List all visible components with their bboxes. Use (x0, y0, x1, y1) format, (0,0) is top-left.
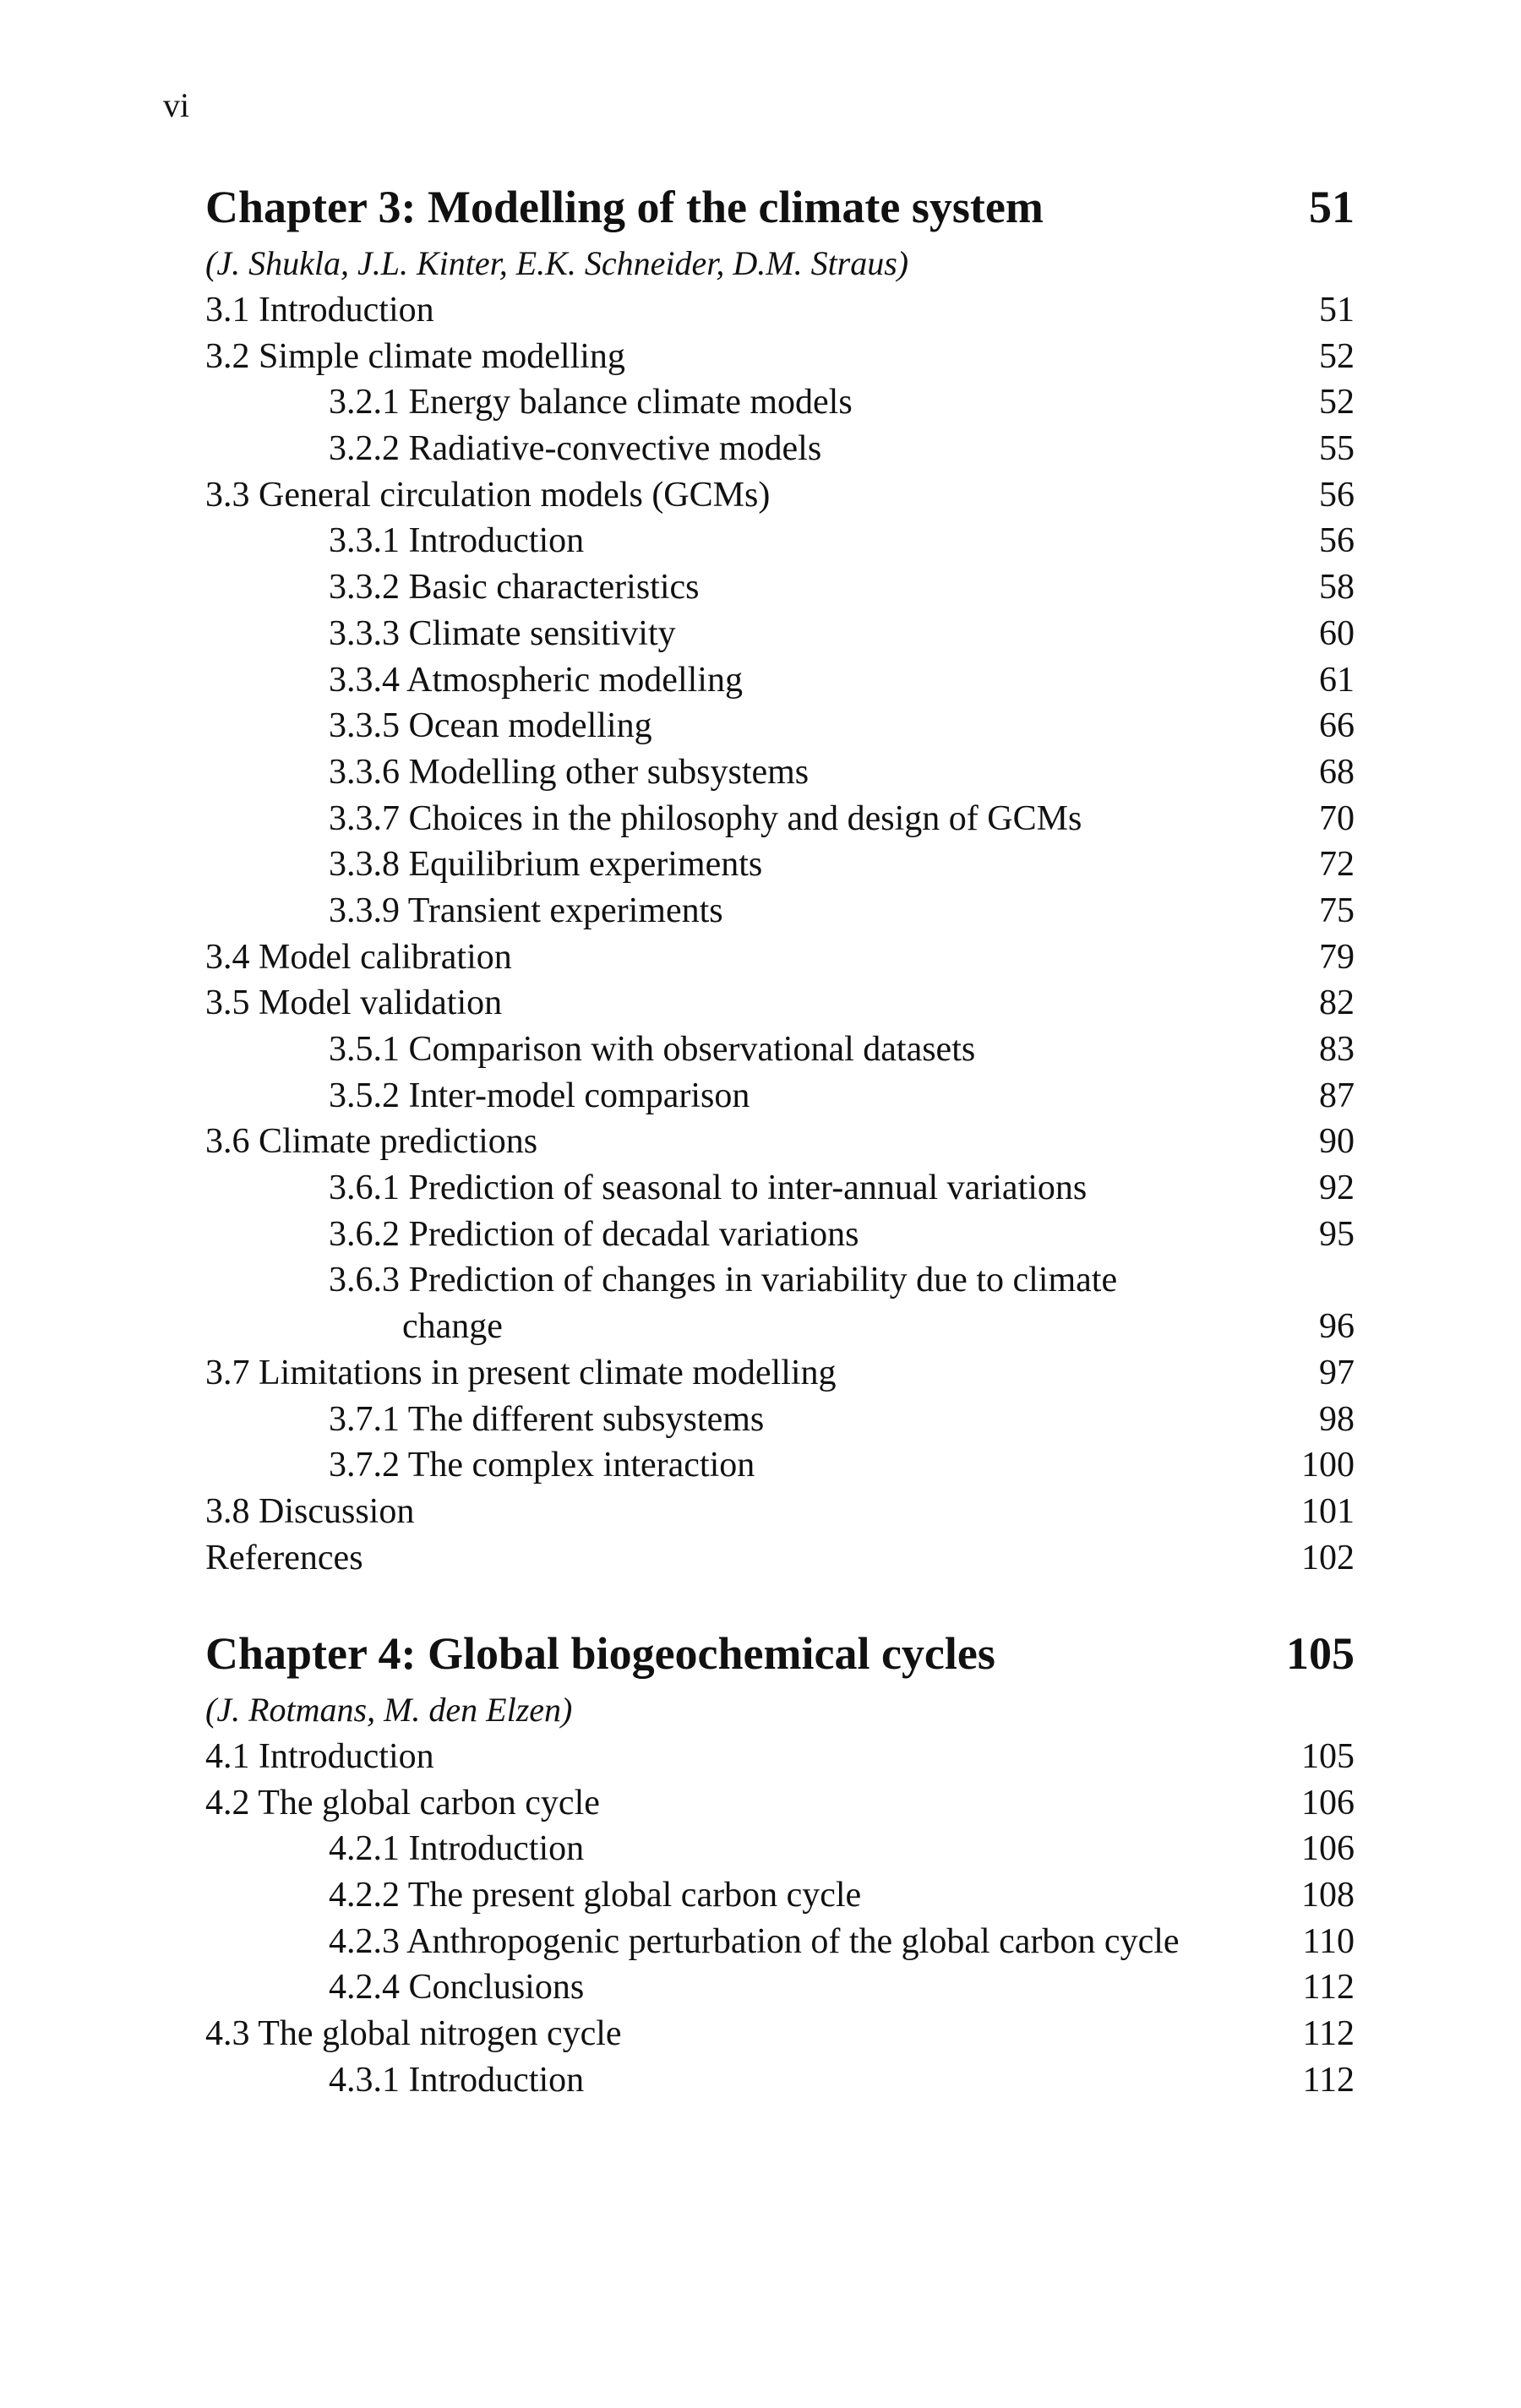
toc-entry-label: 3.3.4 Atmospheric modelling (329, 660, 743, 700)
toc-subentry (205, 657, 1355, 704)
toc-subentry (205, 1919, 1355, 1965)
toc-entry-label: 3.6.1 Prediction of seasonal to inter-annual variations (329, 1169, 1088, 1208)
toc-entry (205, 1535, 1355, 1582)
toc-subentry (205, 1964, 1355, 2011)
toc-entry (205, 1350, 1355, 1397)
toc-subentry (205, 1165, 1355, 1212)
toc-entry-page: 106 (1301, 1783, 1355, 1822)
toc-entry (205, 934, 1355, 981)
toc-entry-label: 3.6.3 Prediction of changes in variability due to climate (329, 1261, 1118, 1300)
toc-entry-page: 87 (1319, 1076, 1355, 1115)
toc-entry-label: 3.2.2 Radiative-convective models (329, 429, 822, 469)
toc-entry-label: 4.2.2 The present global carbon cycle (329, 1876, 862, 1915)
toc-entry-page: 52 (1319, 383, 1355, 422)
toc-subentry (205, 1826, 1355, 1872)
toc-entry-page: 110 (1302, 1921, 1355, 1961)
toc-entry-label: 3.3.1 Introduction (329, 521, 585, 561)
chapter-title: Chapter 4: Global biogeochemical cycles (205, 1628, 995, 1679)
toc-entry-page: 56 (1319, 521, 1355, 561)
toc-entry (205, 2011, 1355, 2057)
toc-subentry (205, 749, 1355, 796)
toc-subentry (205, 1212, 1355, 1258)
toc-entry-page: 106 (1301, 1829, 1355, 1869)
toc-entry-page: 66 (1319, 706, 1355, 746)
toc-entry-label: 3.7 Limitations in present climate modelling (205, 1353, 837, 1392)
toc-entry-label: References (205, 1538, 363, 1577)
toc-entry-page: 58 (1319, 568, 1355, 607)
chapter-authors: (J. Shukla, J.L. Kinter, E.K. Schneider, D.M. Straus) (205, 244, 909, 282)
toc-entry-page: 52 (1319, 336, 1355, 376)
chapter-heading (205, 184, 1355, 237)
toc-entry (205, 1119, 1355, 1165)
toc-entry-label: 3.7.1 The different subsystems (329, 1399, 765, 1439)
toc-entry-page: 68 (1319, 752, 1355, 792)
toc-entry (205, 472, 1355, 519)
toc-entry-label: 4.2.3 Anthropogenic perturbation of the global carbon cycle (329, 1921, 1180, 1961)
toc-entry (205, 980, 1355, 1027)
toc-subentry (205, 842, 1355, 888)
toc-entry-label: 3.3.6 Modelling other subsystems (329, 752, 810, 792)
toc-subentry (205, 1397, 1355, 1443)
toc-entry-label: 3.7.2 The complex interaction (329, 1446, 755, 1485)
toc-entry (205, 1734, 1355, 1780)
toc-subentry (205, 1027, 1355, 1073)
toc-entry-label: 4.1 Introduction (205, 1737, 434, 1776)
toc-subentry (205, 1073, 1355, 1120)
chapter-page: 105 (1286, 1628, 1355, 1679)
chapter-authors: (J. Rotmans, M. den Elzen) (205, 1691, 573, 1729)
toc-entry-page: 101 (1301, 1491, 1355, 1531)
toc-entry (205, 287, 1355, 334)
toc-entry-page: 90 (1319, 1122, 1355, 1162)
toc-subentry (205, 1257, 1355, 1349)
toc-subentry (205, 426, 1355, 472)
toc-entry-page: 105 (1301, 1737, 1355, 1776)
toc-subentry (205, 2057, 1355, 2104)
toc-entry-page: 82 (1319, 983, 1355, 1023)
toc-entry-page: 100 (1301, 1446, 1355, 1485)
toc-entry-page: 55 (1319, 429, 1355, 469)
toc-entry (205, 1489, 1355, 1535)
toc-entry-page: 112 (1302, 2060, 1355, 2100)
toc-entry-page: 108 (1301, 1876, 1355, 1915)
toc-entry-label: 4.3 The global nitrogen cycle (205, 2014, 622, 2054)
toc-subentry (205, 888, 1355, 934)
chapter-page: 51 (1309, 182, 1355, 232)
toc-entry (205, 334, 1355, 380)
toc-entry-label: 4.2.4 Conclusions (329, 1968, 585, 2008)
chapter-4-section (205, 1628, 1355, 2104)
chapter-3-section (205, 184, 1355, 1581)
toc-entry-page: 60 (1319, 613, 1355, 653)
toc-entry-page: 92 (1319, 1169, 1355, 1208)
toc-list (205, 1734, 1355, 2104)
toc-entry-label: 3.4 Model calibration (205, 937, 512, 977)
toc-subentry (205, 796, 1355, 842)
toc-entry-label: 4.2.1 Introduction (329, 1829, 585, 1869)
toc-entry-label: 3.1 Introduction (205, 291, 434, 330)
toc-entry-label: 3.5.2 Inter-model comparison (329, 1076, 750, 1115)
toc-entry-label: 3.3.3 Climate sensitivity (329, 613, 676, 653)
toc-entry-label: 3.3.8 Equilibrium experiments (329, 845, 763, 885)
chapter-title: Chapter 3: Modelling of the climate system (205, 182, 1044, 232)
toc-entry-label: 3.5.1 Comparison with observational datasets (329, 1030, 976, 1069)
toc-subentry (205, 703, 1355, 749)
toc-entry-page: 75 (1319, 891, 1355, 930)
toc-entry-label: 3.5 Model validation (205, 983, 503, 1023)
toc-entry-label: 3.6 Climate predictions (205, 1122, 538, 1162)
toc-entry-page: 61 (1319, 660, 1355, 700)
toc-subentry (205, 518, 1355, 564)
toc-list (205, 287, 1355, 1581)
page-number: vi (163, 86, 190, 124)
toc-subentry (205, 379, 1355, 426)
toc-subentry (205, 1442, 1355, 1489)
toc-entry-page: 56 (1319, 475, 1355, 515)
toc-entry-page: 83 (1319, 1030, 1355, 1069)
toc-entry-label: 3.3 General circulation models (GCMs) (205, 475, 771, 515)
toc-entry-label: 3.3.9 Transient experiments (329, 891, 723, 930)
toc-subentry (205, 564, 1355, 611)
toc-entry-page: 95 (1319, 1214, 1355, 1254)
toc-entry-page: 96 (1319, 1307, 1355, 1347)
toc-entry-page: 112 (1302, 1968, 1355, 2008)
toc-entry-label: 3.8 Discussion (205, 1491, 415, 1531)
toc-entry-page: 97 (1319, 1353, 1355, 1392)
toc-entry (205, 1780, 1355, 1827)
toc-entry-page: 72 (1319, 845, 1355, 885)
toc-entry-page: 102 (1301, 1538, 1355, 1577)
toc-entry-label: 3.3.7 Choices in the philosophy and design of GCMs (329, 798, 1082, 838)
toc-entry-page: 70 (1319, 798, 1355, 838)
toc-entry-page: 112 (1302, 2014, 1355, 2054)
toc-subentry (205, 611, 1355, 657)
toc-entry-label: 4.3.1 Introduction (329, 2060, 585, 2100)
toc-entry-label: 3.3.2 Basic characteristics (329, 568, 700, 607)
toc-subentry (205, 1872, 1355, 1919)
toc-entry-label: 3.6.2 Prediction of decadal variations (329, 1214, 859, 1254)
toc-entry-label: 4.2 The global carbon cycle (205, 1783, 600, 1822)
toc-entry-page: 51 (1319, 291, 1355, 330)
toc-entry-label-continued: change (402, 1307, 503, 1347)
toc-entry-label: 3.2 Simple climate modelling (205, 336, 625, 376)
chapter-heading (205, 1628, 1355, 1683)
toc-entry-label: 3.2.1 Energy balance climate models (329, 383, 853, 422)
toc-entry-page: 98 (1319, 1399, 1355, 1439)
toc-entry-page: 79 (1319, 937, 1355, 977)
toc-entry-label: 3.3.5 Ocean modelling (329, 706, 652, 746)
